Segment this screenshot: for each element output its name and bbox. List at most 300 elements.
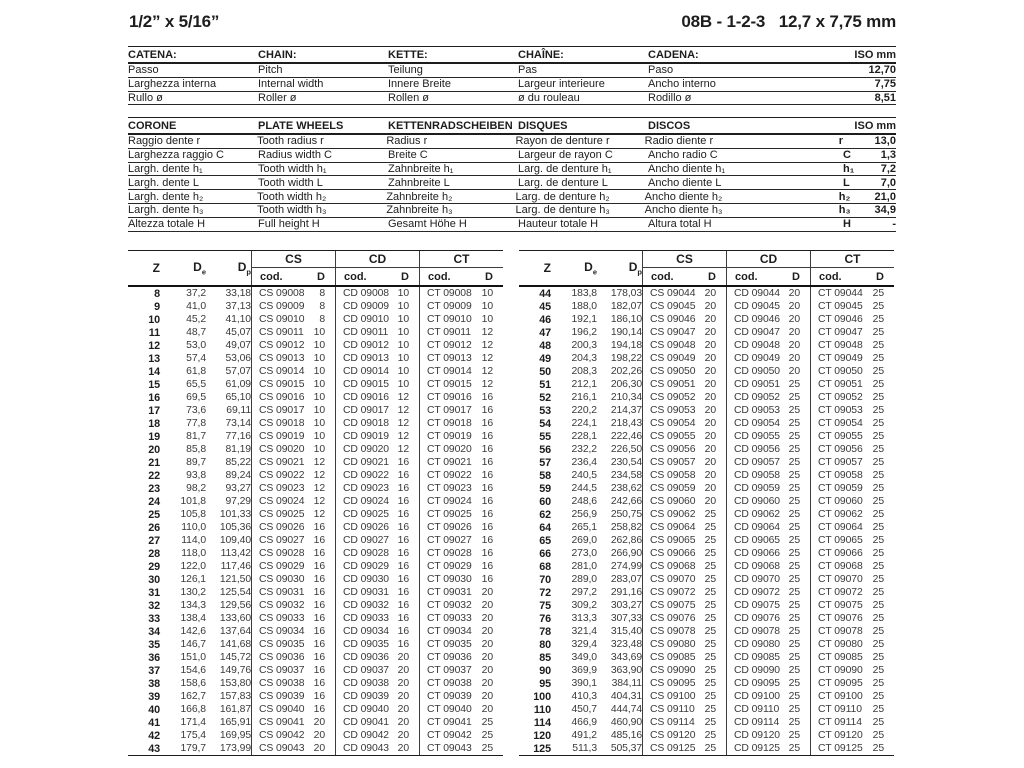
cell-cs-d: 20 <box>313 717 325 728</box>
cell-cs-cod: CS 09095 <box>642 677 696 690</box>
cell-de: 208,3 <box>571 366 597 377</box>
table-row <box>128 78 896 92</box>
cell-dp: 33,18 <box>225 288 251 299</box>
row-label: Innere Breite <box>388 78 451 91</box>
cell-z: 110 <box>533 703 551 716</box>
table-row <box>128 430 503 443</box>
row-label: Largeur interieure <box>518 78 605 91</box>
cell-de: 216,1 <box>571 392 597 403</box>
table-row <box>519 391 894 404</box>
column-header-cod: cod. <box>428 270 451 283</box>
cell-ct-d: 20 <box>481 691 493 702</box>
row-label: Zahnbreite L <box>388 176 450 189</box>
cell-cs-d: 16 <box>313 652 325 663</box>
cell-cs-cod: CS 09017 <box>251 404 305 417</box>
cell-dp: 45,07 <box>225 327 251 338</box>
sprocket-table-header <box>128 251 503 287</box>
cell-ct-d: 10 <box>481 314 493 325</box>
cell-dp: 57,07 <box>225 366 251 377</box>
cell-ct-d: 16 <box>481 457 493 468</box>
cell-ct-d: 12 <box>481 340 493 351</box>
cell-dp: 194,18 <box>610 340 642 351</box>
cell-cs-cod: CS 09072 <box>642 586 696 599</box>
row-symbol: C <box>843 149 851 162</box>
row-label: Ancho diente h₁ <box>648 162 726 175</box>
cell-z: 17 <box>148 404 160 417</box>
wheel-table-body <box>128 135 896 232</box>
sprocket-table-header <box>519 251 894 287</box>
row-label: Raggio dente r <box>128 135 201 148</box>
cell-dp: 218,43 <box>610 418 642 429</box>
cell-dp: 61,09 <box>225 379 251 390</box>
cell-ct-d: 16 <box>481 535 493 546</box>
cell-ct-cod: CT 09062 <box>810 508 864 521</box>
table-row <box>128 300 503 313</box>
cell-cd-cod: CD 09017 <box>335 404 389 417</box>
cell-cs-d: 10 <box>313 418 325 429</box>
cell-ct-d: 25 <box>872 496 884 507</box>
cell-cs-d: 20 <box>704 288 716 299</box>
cell-cd-cod: CD 09020 <box>335 443 389 456</box>
cell-cd-d: 16 <box>397 600 409 611</box>
table-row <box>519 287 894 300</box>
row-value: 7,0 <box>880 176 896 189</box>
cell-ct-d: 25 <box>872 717 884 728</box>
cell-cd-d: 20 <box>397 704 409 715</box>
cell-de: 37,2 <box>186 288 206 299</box>
column-header-dp: $D_p$ <box>237 259 251 277</box>
cell-ct-cod: CT 09014 <box>419 365 473 378</box>
cell-dp: 69,11 <box>226 405 251 416</box>
cell-cd-d: 16 <box>397 587 409 598</box>
cell-cs-d: 25 <box>704 600 716 611</box>
cell-ct-d: 20 <box>481 626 493 637</box>
cell-dp: 89,24 <box>225 470 251 481</box>
cell-z: 80 <box>539 638 551 651</box>
cell-cd-d: 16 <box>397 574 409 585</box>
cell-ct-d: 25 <box>872 483 884 494</box>
row-label: Breite C <box>388 149 428 162</box>
row-label: Larg. de denture h₂ <box>515 190 610 203</box>
cell-cd-cod: CD 09041 <box>335 716 389 729</box>
cell-cs-d: 20 <box>704 301 716 312</box>
table-row <box>519 339 894 352</box>
cell-cd-cod: CD 09018 <box>335 417 389 430</box>
row-label: Rodillo ø <box>648 91 692 104</box>
cell-cd-cod: CD 09044 <box>726 287 780 300</box>
cell-ct-d: 25 <box>481 730 493 741</box>
cell-cd-cod: CD 09037 <box>335 664 389 677</box>
row-label: Tooth radius r <box>257 135 324 148</box>
cell-ct-d: 25 <box>872 626 884 637</box>
cell-z: 27 <box>148 534 160 547</box>
column-header-iso-mm: ISO mm <box>854 48 896 61</box>
table-row <box>128 176 896 190</box>
cell-cs-cod: CS 09031 <box>251 586 305 599</box>
cell-de: 450,7 <box>571 704 597 715</box>
cell-de: 122,0 <box>180 561 206 572</box>
dimension-columns-header <box>519 251 642 285</box>
cell-cd-cod: CD 09056 <box>726 443 780 456</box>
cell-de: 48,7 <box>186 327 206 338</box>
cell-cd-d: 10 <box>397 314 409 325</box>
cell-ct-cod: CT 09015 <box>419 378 473 391</box>
cell-dp: 210,34 <box>610 392 642 403</box>
cell-de: 81,7 <box>186 431 206 442</box>
chain-table-body <box>128 64 896 105</box>
row-label: Zahnbreite h₂ <box>386 190 453 203</box>
cell-ct-cod: CT 09060 <box>810 495 864 508</box>
cell-ct-d: 25 <box>872 535 884 546</box>
cell-ct-cod: CT 09050 <box>810 365 864 378</box>
cell-cd-d: 25 <box>788 730 800 741</box>
cell-cs-d: 12 <box>313 483 325 494</box>
cell-ct-d: 25 <box>872 314 884 325</box>
cell-dp: 149,76 <box>219 665 251 676</box>
cell-dp: 222,46 <box>610 431 642 442</box>
cell-dp: 214,37 <box>610 405 642 416</box>
table-row <box>128 547 503 560</box>
cell-cs-cod: CS 09016 <box>251 391 305 404</box>
cell-cs-d: 10 <box>313 431 325 442</box>
cell-dp: 173,99 <box>219 743 251 754</box>
cell-ct-d: 25 <box>872 392 884 403</box>
cell-cs-d: 8 <box>319 314 325 325</box>
cell-cd-cod: CD 09125 <box>726 742 780 755</box>
cell-de: 158,6 <box>180 678 206 689</box>
cell-z: 38 <box>148 677 160 690</box>
cell-cd-d: 16 <box>397 535 409 546</box>
cell-cs-cod: CS 09043 <box>251 742 305 755</box>
cell-ct-d: 16 <box>481 470 493 481</box>
cell-de: 53,0 <box>186 340 206 351</box>
cell-ct-d: 12 <box>481 379 493 390</box>
cell-dp: 303,27 <box>610 600 642 611</box>
cell-dp: 85,22 <box>225 457 251 468</box>
cell-ct-d: 10 <box>481 301 493 312</box>
cell-ct-d: 16 <box>481 418 493 429</box>
cell-ct-d: 20 <box>481 704 493 715</box>
cell-cs-cod: CS 09015 <box>251 378 305 391</box>
cell-cs-d: 20 <box>704 327 716 338</box>
cell-de: 110,0 <box>181 522 206 533</box>
cell-cd-cod: CD 09024 <box>335 495 389 508</box>
cell-cs-cod: CS 09008 <box>251 287 305 300</box>
cell-cs-cod: CS 09019 <box>251 430 305 443</box>
cell-ct-cod: CT 09114 <box>810 716 864 729</box>
row-label: Gesamt Höhe H <box>388 218 467 231</box>
cell-de: 244,5 <box>571 483 597 494</box>
cell-ct-d: 25 <box>872 561 884 572</box>
cell-dp: 190,14 <box>610 327 642 338</box>
cell-cd-d: 25 <box>788 496 800 507</box>
cell-cd-cod: CD 09114 <box>726 716 780 729</box>
table-row <box>519 482 894 495</box>
cell-cd-d: 20 <box>397 717 409 728</box>
cell-de: 101,8 <box>180 496 206 507</box>
page-title-left: 1/2” x 5/16” <box>129 12 220 31</box>
cell-cd-d: 25 <box>788 665 800 676</box>
cell-ct-d: 25 <box>872 405 884 416</box>
cell-cs-d: 8 <box>319 301 325 312</box>
row-value: 12,70 <box>868 64 896 77</box>
cell-de: 240,5 <box>571 470 597 481</box>
cell-ct-d: 25 <box>872 600 884 611</box>
cell-ct-cod: CT 09031 <box>419 586 473 599</box>
cell-de: 183,8 <box>571 288 597 299</box>
cell-cd-d: 25 <box>788 483 800 494</box>
row-symbol: H <box>843 218 851 231</box>
cell-cd-d: 25 <box>788 704 800 715</box>
cell-cs-cod: CS 09030 <box>251 573 305 586</box>
cell-cs-cod: CS 09014 <box>251 365 305 378</box>
cell-cd-d: 12 <box>397 431 409 442</box>
row-label: ø du rouleau <box>518 91 580 104</box>
cell-ct-d: 25 <box>872 444 884 455</box>
cell-cd-d: 10 <box>397 301 409 312</box>
cell-ct-d: 25 <box>872 470 884 481</box>
cell-cs-d: 25 <box>704 509 716 520</box>
cell-cs-d: 10 <box>313 444 325 455</box>
cell-z: 52 <box>539 391 551 404</box>
cell-ct-cod: CT 09010 <box>419 313 473 326</box>
cell-cd-d: 10 <box>397 379 409 390</box>
cell-cs-d: 16 <box>313 535 325 546</box>
table-row <box>128 703 503 716</box>
cell-cd-cod: CD 09008 <box>335 287 389 300</box>
cell-ct-cod: CT 09059 <box>810 482 864 495</box>
cell-cd-d: 25 <box>788 587 800 598</box>
chain-table-header <box>128 47 896 64</box>
cell-ct-cod: CT 09032 <box>419 599 473 612</box>
cell-cs-cod: CS 09085 <box>642 651 696 664</box>
wheel-table-header <box>128 118 896 135</box>
row-label: Pas <box>518 64 537 77</box>
cell-ct-cod: CT 09038 <box>419 677 473 690</box>
cell-ct-cod: CT 09029 <box>419 560 473 573</box>
cell-cs-d: 20 <box>704 405 716 416</box>
row-value: 34,9 <box>874 204 896 217</box>
column-header-de: $D_e$ <box>193 259 206 277</box>
cell-z: 22 <box>148 469 160 482</box>
table-row <box>519 404 894 417</box>
cell-cs-cod: CS 09023 <box>251 482 305 495</box>
cell-cs-cod: CS 09035 <box>251 638 305 651</box>
cell-cs-d: 20 <box>704 314 716 325</box>
cell-cs-cod: CS 09056 <box>642 443 696 456</box>
row-label: Ancho interno <box>648 78 716 91</box>
table-row <box>519 573 894 586</box>
table-row <box>519 534 894 547</box>
table-row <box>128 391 503 404</box>
cell-cs-d: 16 <box>313 613 325 624</box>
cell-z: 12 <box>148 339 160 352</box>
group-header-ct: CT cod. D <box>419 251 503 285</box>
cell-cd-cod: CD 09033 <box>335 612 389 625</box>
cell-ct-d: 16 <box>481 496 493 507</box>
cell-de: 138,4 <box>180 613 206 624</box>
cell-ct-cod: CT 09056 <box>810 443 864 456</box>
cell-ct-d: 12 <box>481 366 493 377</box>
cell-z: 62 <box>539 508 551 521</box>
cell-cd-d: 25 <box>788 652 800 663</box>
table-row <box>128 404 503 417</box>
cell-ct-cod: CT 09036 <box>419 651 473 664</box>
row-symbol: L <box>843 176 850 189</box>
cell-ct-cod: CT 09046 <box>810 313 864 326</box>
table-row <box>128 204 896 218</box>
cell-cd-cod: CD 09014 <box>335 365 389 378</box>
cell-z: 45 <box>539 300 551 313</box>
cell-cs-d: 25 <box>704 730 716 741</box>
cell-cs-cod: CS 09018 <box>251 417 305 430</box>
cell-cs-cod: CS 09110 <box>642 703 696 716</box>
cell-cs-d: 20 <box>704 431 716 442</box>
cell-de: 349,0 <box>571 652 597 663</box>
cell-cd-d: 12 <box>397 405 409 416</box>
cell-dp: 81,19 <box>225 444 251 455</box>
cell-ct-d: 25 <box>872 548 884 559</box>
row-label: Largh. dente h₁ <box>128 162 203 175</box>
cell-cs-d: 16 <box>313 548 325 559</box>
cell-ct-cod: CT 09120 <box>810 729 864 742</box>
column-header-d: D <box>876 270 884 283</box>
cell-ct-d: 16 <box>481 574 493 585</box>
cell-cd-cod: CD 09064 <box>726 521 780 534</box>
cell-cs-d: 20 <box>704 444 716 455</box>
cell-de: 93,8 <box>186 470 206 481</box>
cell-cd-d: 25 <box>788 522 800 533</box>
cell-z: 70 <box>539 573 551 586</box>
cell-ct-cod: CT 09085 <box>810 651 864 664</box>
group-header-cs: CS cod. D <box>251 251 335 285</box>
cell-ct-d: 25 <box>872 431 884 442</box>
cell-cs-d: 20 <box>704 340 716 351</box>
cell-cd-d: 16 <box>397 626 409 637</box>
table-row <box>519 521 894 534</box>
cell-cd-d: 25 <box>788 457 800 468</box>
cell-cs-cod: CS 09047 <box>642 326 696 339</box>
cell-z: 10 <box>148 313 160 326</box>
cell-ct-d: 12 <box>481 327 493 338</box>
row-label: Zahnbreite h₁ <box>388 162 454 175</box>
cell-de: 114,0 <box>181 535 206 546</box>
cell-cd-cod: CD 09110 <box>726 703 780 716</box>
cell-cd-cod: CD 09048 <box>726 339 780 352</box>
cell-cd-d: 16 <box>397 496 409 507</box>
cell-dp: 444,74 <box>610 704 642 715</box>
cell-de: 491,2 <box>571 730 597 741</box>
cell-ct-cod: CT 09022 <box>419 469 473 482</box>
cell-cd-cod: CD 09030 <box>335 573 389 586</box>
table-row <box>128 573 503 586</box>
cell-cd-cod: CD 09062 <box>726 508 780 521</box>
cell-cs-d: 16 <box>313 665 325 676</box>
cell-z: 44 <box>539 287 551 300</box>
cell-ct-d: 12 <box>481 353 493 364</box>
cell-cs-d: 20 <box>704 457 716 468</box>
cell-ct-cod: CT 09058 <box>810 469 864 482</box>
cell-dp: 141,68 <box>219 639 251 650</box>
cell-de: 73,6 <box>186 405 206 416</box>
cell-cs-cod: CS 09090 <box>642 664 696 677</box>
cell-cd-d: 25 <box>788 392 800 403</box>
cell-dp: 238,62 <box>610 483 642 494</box>
cell-de: 69,5 <box>186 392 206 403</box>
cell-cd-d: 12 <box>397 392 409 403</box>
cell-cs-cod: CS 09048 <box>642 339 696 352</box>
cell-de: 204,3 <box>571 353 597 364</box>
cell-de: 220,2 <box>571 405 597 416</box>
row-label: Radius r <box>386 135 428 148</box>
cell-ct-d: 20 <box>481 587 493 598</box>
cell-de: 511,3 <box>572 743 597 754</box>
cell-cs-cod: CS 09041 <box>251 716 305 729</box>
cell-de: 179,7 <box>180 743 206 754</box>
cell-de: 196,2 <box>571 327 597 338</box>
cell-ct-d: 25 <box>872 652 884 663</box>
cell-z: 29 <box>148 560 160 573</box>
cell-dp: 307,33 <box>610 613 642 624</box>
cell-cs-cod: CS 09034 <box>251 625 305 638</box>
cell-ct-d: 16 <box>481 522 493 533</box>
cell-z: 42 <box>148 729 160 742</box>
cell-ct-cod: CT 09066 <box>810 547 864 560</box>
cell-de: 142,6 <box>180 626 206 637</box>
cell-cd-cod: CD 09095 <box>726 677 780 690</box>
cell-cd-cod: CD 09047 <box>726 326 780 339</box>
cell-cd-cod: CD 09049 <box>726 352 780 365</box>
cell-de: 265,1 <box>571 522 597 533</box>
cell-ct-cod: CT 09055 <box>810 430 864 443</box>
cell-dp: 41,10 <box>225 314 251 325</box>
cell-cs-cod: CS 09040 <box>251 703 305 716</box>
row-label: Rullo ø <box>128 91 163 104</box>
cell-z: 78 <box>539 625 551 638</box>
cell-cs-cod: CS 09051 <box>642 378 696 391</box>
cell-z: 57 <box>539 456 551 469</box>
cell-cd-d: 20 <box>788 353 800 364</box>
cell-ct-d: 25 <box>872 353 884 364</box>
cell-cd-cod: CD 09019 <box>335 430 389 443</box>
cell-cs-d: 12 <box>313 457 325 468</box>
column-header: CHAIN: <box>258 48 297 61</box>
cell-cs-d: 25 <box>704 587 716 598</box>
cell-cs-d: 25 <box>704 535 716 546</box>
cell-cd-d: 10 <box>397 353 409 364</box>
cell-de: 105,8 <box>180 509 206 520</box>
cell-cd-cod: CD 09060 <box>726 495 780 508</box>
cell-dp: 226,50 <box>610 444 642 455</box>
cell-dp: 65,10 <box>225 392 251 403</box>
cell-ct-cod: CT 09045 <box>810 300 864 313</box>
table-row <box>519 586 894 599</box>
cell-cd-cod: CD 09050 <box>726 365 780 378</box>
cell-cs-d: 20 <box>704 483 716 494</box>
cell-cd-d: 12 <box>397 418 409 429</box>
group-header-cd: CD cod. D <box>726 251 810 285</box>
cell-cs-cod: CS 09037 <box>251 664 305 677</box>
cell-cs-d: 25 <box>704 626 716 637</box>
cell-cs-cod: CS 09029 <box>251 560 305 573</box>
cell-ct-d: 25 <box>872 730 884 741</box>
cell-cd-cod: CD 09025 <box>335 508 389 521</box>
table-row <box>128 378 503 391</box>
cell-dp: 178,03 <box>610 288 642 299</box>
cell-ct-cod: CT 09025 <box>419 508 473 521</box>
cell-dp: 97,29 <box>225 496 251 507</box>
row-label: Full height H <box>258 218 320 231</box>
